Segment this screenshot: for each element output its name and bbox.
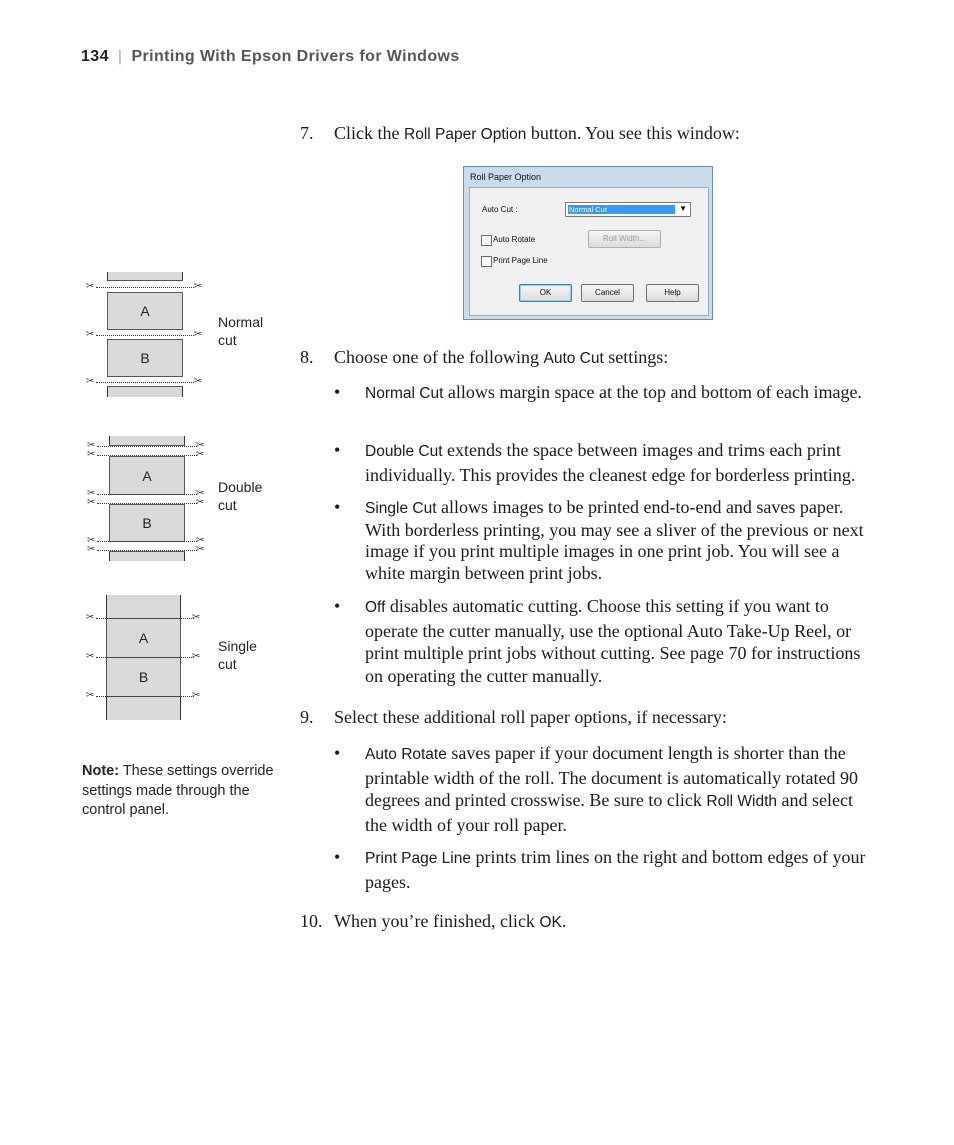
bullet-double-cut <box>334 439 879 486</box>
step-text: When you’re finished, click <box>334 911 540 931</box>
auto-cut-label: Auto Cut : <box>482 205 518 214</box>
scissors-icon: ✂ <box>196 449 205 460</box>
bullet-text: allows margin space at the top and bottom of each image. <box>443 382 862 402</box>
bullet-auto-rotate <box>334 742 879 836</box>
step-text: button. You see this window: <box>526 123 740 143</box>
image-cell-a: A <box>106 618 181 658</box>
cut-line <box>97 446 197 447</box>
cancel-button[interactable]: Cancel <box>581 284 634 302</box>
step-8 <box>300 346 880 370</box>
bullet-text: allows images to be printed end-to-end and saves paper. With borderless printing, you may see a sliver of the previous or next image if you print multiple images in one print job. You will see a white margin between print jobs. <box>365 497 864 583</box>
ui-term: Off <box>365 599 386 616</box>
scissors-icon: ✂ <box>86 281 95 292</box>
step-text: Click the <box>334 123 404 143</box>
scissors-icon: ✂ <box>192 690 201 701</box>
step-number: 8. <box>300 347 314 367</box>
scissors-icon: ✂ <box>86 329 95 340</box>
cut-line <box>96 657 194 658</box>
auto-rotate-label: Auto Rotate <box>493 235 536 244</box>
ui-term: Auto Rotate <box>365 746 447 763</box>
scissors-icon: ✂ <box>196 544 205 555</box>
scissors-icon: ✂ <box>196 535 205 546</box>
scissors-icon: ✂ <box>192 612 201 623</box>
cut-line <box>96 618 194 619</box>
bullet-text: extends the space between images and trims each print individually. This provides the cleanest edge for borderless printing. <box>365 440 856 485</box>
ui-term: Roll Width <box>706 793 778 810</box>
scissors-icon: ✂ <box>192 651 201 662</box>
ui-term: Print Page Line <box>365 850 471 867</box>
help-button[interactable]: Help <box>646 284 699 302</box>
label-line: cut <box>218 656 237 672</box>
scissors-icon: ✂ <box>194 281 203 292</box>
bullet-text: saves paper if your document length is shorter than the printable width of the roll. The document is automatically rotated 90 degrees and printed crosswise. Be sure to click <box>365 743 859 810</box>
bullet-off <box>334 595 879 687</box>
ui-term: Auto Cut <box>543 350 604 367</box>
image-cell-a: A <box>107 292 183 330</box>
running-header <box>81 48 460 66</box>
scissors-icon: ✂ <box>86 376 95 387</box>
label-line: cut <box>218 497 237 513</box>
header-title: Printing With Epson Drivers for Windows <box>131 48 460 65</box>
ui-term: Double Cut <box>365 443 443 460</box>
scissors-icon: ✂ <box>87 488 96 499</box>
normal-cut-label <box>218 313 263 349</box>
ui-term: Normal Cut <box>365 385 444 402</box>
image-cell-b: B <box>106 657 181 697</box>
scissors-icon: ✂ <box>87 497 96 508</box>
bullet-dot: • <box>334 596 341 616</box>
dialog-title: Roll Paper Option <box>470 172 542 182</box>
scissors-icon: ✂ <box>86 612 95 623</box>
step-7 <box>300 122 880 146</box>
step-number: 10. <box>300 911 323 931</box>
double-cut-label <box>218 478 262 514</box>
ui-term: Roll Paper Option <box>404 126 527 143</box>
cut-line <box>96 287 194 288</box>
cut-line <box>97 541 197 542</box>
header-separator: | <box>117 48 123 65</box>
bullet-dot: • <box>334 743 341 763</box>
bullet-dot: • <box>334 440 341 460</box>
scissors-icon: ✂ <box>196 488 205 499</box>
cut-line <box>96 335 194 336</box>
scissors-icon: ✂ <box>196 497 205 508</box>
chevron-down-icon: ▼ <box>679 204 687 213</box>
step-number: 7. <box>300 123 314 143</box>
step-text: Choose one of the following <box>334 347 544 367</box>
side-note <box>82 762 277 821</box>
auto-cut-select[interactable] <box>565 202 691 217</box>
ui-term: OK <box>539 914 562 931</box>
cut-line <box>96 382 194 383</box>
scissors-icon: ✂ <box>87 544 96 555</box>
scissors-icon: ✂ <box>194 376 203 387</box>
image-cell-b: B <box>109 504 185 542</box>
page-number: 134 <box>81 48 109 65</box>
step-text: Select these additional roll paper options, if necessary: <box>334 707 727 727</box>
step-10 <box>300 910 880 934</box>
bullet-text: disables automatic cutting. Choose this setting if you want to operate the cutter manually, use the optional Auto Take-Up Reel, or print multiple print jobs without cutting. See page 70 for instructions on operating the cutter manually. <box>365 596 861 686</box>
scissors-icon: ✂ <box>87 440 96 451</box>
bullet-dot: • <box>334 497 341 517</box>
print-page-line-label: Print Page Line <box>493 256 548 265</box>
scissors-icon: ✂ <box>87 535 96 546</box>
bullet-print-page-line <box>334 846 879 893</box>
note-label: Note: <box>82 763 120 779</box>
ok-button[interactable]: OK <box>519 284 572 302</box>
step-text: . <box>561 911 567 931</box>
roll-width-button[interactable]: Roll Width... <box>588 230 661 248</box>
scissors-icon: ✂ <box>86 651 95 662</box>
auto-rotate-checkbox[interactable] <box>481 235 492 246</box>
bullet-single-cut <box>334 497 879 584</box>
note-text: These settings override settings made through the control panel. <box>82 763 274 818</box>
step-9 <box>300 706 880 729</box>
scissors-icon: ✂ <box>196 440 205 451</box>
roll-paper-option-dialog <box>463 166 713 320</box>
bullet-dot: • <box>334 847 341 867</box>
print-page-line-checkbox[interactable] <box>481 256 492 267</box>
label-line: Normal <box>218 314 264 330</box>
bullet-text: and select the width of your roll paper. <box>365 790 854 835</box>
step-text: settings: <box>603 347 669 367</box>
cut-line <box>97 455 197 456</box>
cut-line <box>97 494 197 495</box>
cut-line <box>96 696 194 697</box>
dialog-client-area <box>469 187 709 316</box>
single-cut-label <box>218 637 257 673</box>
label-line: Single <box>218 638 257 654</box>
image-cell-b: B <box>107 339 183 377</box>
scissors-icon: ✂ <box>87 449 96 460</box>
ui-term: Single Cut <box>365 500 437 517</box>
bullet-dot: • <box>334 382 341 402</box>
label-line: Double <box>218 479 263 495</box>
cut-line <box>97 503 197 504</box>
label-line: cut <box>218 332 237 348</box>
image-cell-a: A <box>109 456 185 495</box>
bullet-text: prints trim lines on the right and bottom edges of your pages. <box>365 847 866 892</box>
auto-cut-value: Normal Cut <box>568 205 675 214</box>
cut-line <box>97 550 197 551</box>
scissors-icon: ✂ <box>194 329 203 340</box>
scissors-icon: ✂ <box>86 690 95 701</box>
bullet-normal-cut <box>334 381 879 406</box>
step-number: 9. <box>300 707 314 727</box>
